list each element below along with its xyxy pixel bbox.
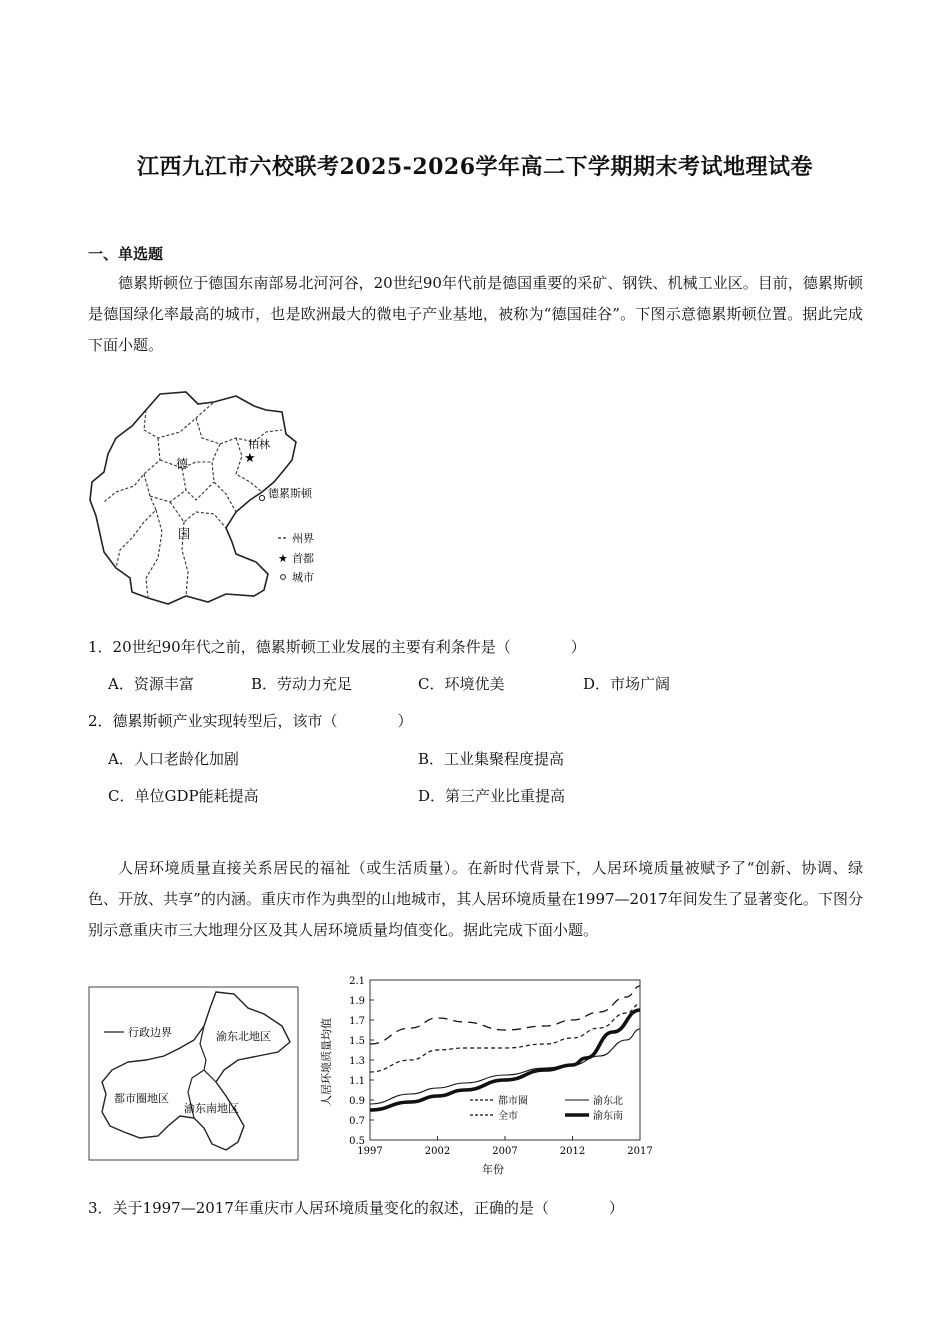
y-tick-label: 0.5 — [349, 1136, 365, 1147]
y-tick-label: 1.3 — [349, 1056, 365, 1067]
chart-ylabel: 人居环境质量均值 — [320, 1018, 333, 1106]
y-tick-label: 0.7 — [349, 1116, 365, 1127]
legend-admin-border: 行政边界 — [128, 1026, 172, 1039]
x-tick-label: 2002 — [424, 1146, 451, 1157]
region-boundary-ne — [200, 1026, 216, 1082]
berlin-star-icon: ★ — [244, 451, 256, 466]
question-1-option-c[interactable]: C．环境优美 — [418, 675, 505, 693]
legend-label-city: 城市 — [292, 571, 314, 584]
region-label-metro: 都市圈地区 — [114, 1092, 169, 1105]
x-tick-label: 2012 — [559, 1146, 586, 1157]
legend-label-border: 州界 — [292, 532, 314, 545]
question-2-option-a[interactable]: A．人口老龄化加剧 — [108, 750, 239, 768]
x-tick-label: 1997 — [357, 1146, 383, 1157]
map-frame — [89, 987, 298, 1160]
question-3-stem: 3．关于1997—2017年重庆市人居环境质量变化的叙述，正确的是（ ） — [88, 1199, 624, 1217]
legend-label-2: 全市 — [498, 1111, 518, 1122]
legend-label-3: 渝东南 — [593, 1111, 623, 1122]
legend-label-0: 都市圈 — [498, 1096, 528, 1107]
map-label-guo: 国 — [178, 527, 191, 541]
question-2-option-c[interactable]: C．单位GDP能耗提高 — [108, 787, 259, 805]
series-line-1 — [370, 1029, 640, 1104]
map-label-dresden: 德累斯顿 — [268, 487, 312, 500]
question-1-option-b[interactable]: B．劳动力充足 — [251, 675, 353, 693]
legend-label-capital: 首都 — [292, 552, 314, 565]
map-label-berlin: 柏林 — [248, 438, 270, 451]
y-tick-label: 0.9 — [349, 1096, 365, 1107]
chart-xlabel: 年份 — [482, 1163, 504, 1176]
y-tick-label: 1.7 — [349, 1016, 365, 1027]
passage-2: 人居环境质量直接关系居民的福祉（或生活质量）。在新时代背景下，人居环境质量被赋予了“创新、协调、绿色、开放、共享”的内涵。重庆市作为典型的山地城市，其人居环境质量在1997—2017年间发生了显著变化。下图分别示意重庆市三大地理分区及其人居环境质量均值变化。据此完成下面小题。 — [88, 859, 863, 939]
question-2-option-b[interactable]: B．工业集聚程度提高 — [418, 750, 565, 768]
question-2-stem: 2．德累斯顿产业实现转型后，该市（ ） — [88, 712, 413, 730]
page-title: 江西九江市六校联考2025-2026学年高二下学期期末考试地理试卷 — [136, 154, 814, 180]
germany-outline — [90, 392, 296, 604]
germany-map — [86, 382, 331, 620]
question-2-option-d[interactable]: D．第三产业比重提高 — [418, 787, 566, 805]
section-heading: 一、单选题 — [88, 245, 164, 263]
y-tick-label: 1.5 — [349, 1036, 365, 1047]
passage-1: 德累斯顿位于德国东南部易北河河谷，20世纪90年代前是德国重要的采矿、钢铁、机械工业区。目前，德累斯顿是德国绿化率最高的城市，也是欧洲最大的微电子产业基地，被称为“德国硅谷”。下图示意德累斯顿位置。据此完成下面小题。 — [88, 274, 863, 354]
series-line-2 — [370, 1004, 640, 1072]
y-tick-label: 1.1 — [349, 1076, 365, 1087]
chongqing-map — [88, 986, 300, 1162]
x-tick-label: 2017 — [627, 1146, 653, 1157]
legend-city-icon — [281, 575, 286, 580]
question-1-stem: 1．20世纪90年代之前，德累斯顿工业发展的主要有利条件是（ ） — [88, 638, 586, 656]
region-label-ne: 渝东北地区 — [216, 1030, 271, 1043]
state-borders — [104, 402, 282, 598]
dresden-city-icon — [259, 495, 264, 500]
series-line-0 — [370, 986, 640, 1044]
legend-star-icon: ★ — [278, 552, 288, 565]
map-label-de: 德 — [176, 457, 189, 471]
region-label-se: 渝东南地区 — [184, 1102, 239, 1115]
quality-line-chart — [310, 970, 653, 1180]
legend-label-1: 渝东北 — [593, 1096, 623, 1107]
y-tick-label: 2.1 — [349, 976, 365, 987]
question-1-option-d[interactable]: D．市场广阔 — [583, 675, 671, 693]
chongqing-outline — [102, 992, 290, 1150]
y-tick-label: 1.9 — [349, 996, 365, 1007]
question-1-option-a[interactable]: A．资源丰富 — [108, 675, 194, 693]
x-tick-label: 2007 — [492, 1146, 518, 1157]
